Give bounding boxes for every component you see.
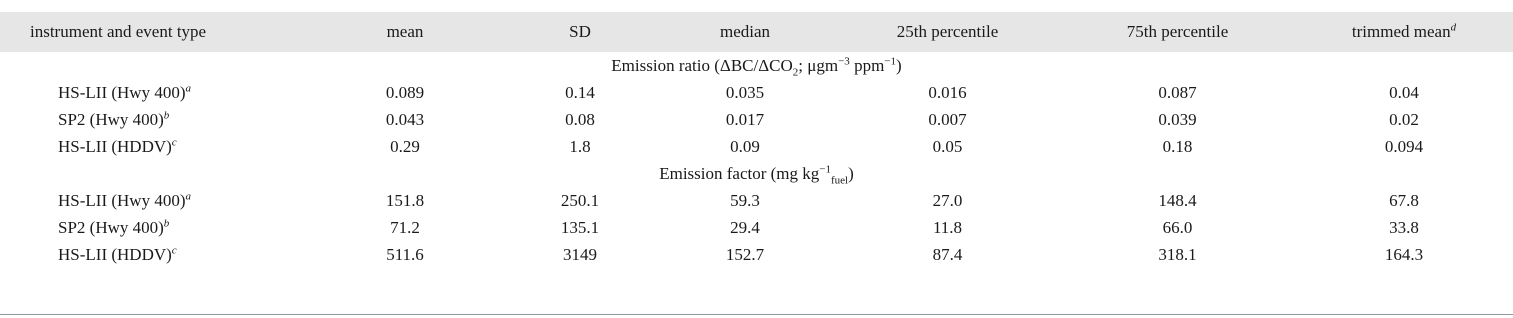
footnote-marker: a (185, 81, 191, 94)
cell-median: 59.3 (730, 190, 760, 210)
cell-trimmed-mean: 164.3 (1384, 244, 1424, 264)
cell-mean: 151.8 (385, 190, 425, 210)
cell-75th-percentile: 0.087 (1158, 82, 1197, 102)
cell-75th-percentile: 0.039 (1158, 109, 1197, 129)
section-title-emission-factor: Emission factor (mg $kg^{-1}_{fuel}$) (659, 162, 854, 186)
cell-mean: 0.29 (390, 136, 420, 156)
cell-median: 0.017 (725, 109, 765, 129)
cell-median: 152.7 (725, 244, 765, 264)
cell-75th-percentile: 0.18 (1162, 136, 1193, 156)
row-label: SP2 (Hwy 400)$^b$ (58, 108, 170, 129)
emission-table (0, 12, 1513, 268)
row-label: HS-LII (Hwy 400)$^a$ (58, 81, 191, 102)
header-median: median (719, 22, 771, 41)
section-title-emission-ratio: Emission ratio ($\Delta BC/\Delta CO_2$; μgm$^{-3}$ ppm$^{-1}$) (611, 54, 902, 78)
cell-median: 0.035 (725, 82, 765, 102)
cell-75th-percentile: 318.1 (1158, 244, 1197, 264)
header-mean: mean (386, 22, 424, 41)
table-row (0, 133, 1513, 160)
table-row (0, 187, 1513, 214)
row-label: HS-LII (HDDV)$^c$ (58, 135, 177, 156)
cell-trimmed-mean: 0.02 (1389, 109, 1419, 129)
header-75th-percentile: 75th percentile (1126, 22, 1229, 41)
table-row (0, 241, 1513, 268)
cell-25th-percentile: 0.016 (928, 82, 967, 102)
table-row (0, 214, 1513, 241)
cell-mean: 71.2 (390, 217, 420, 237)
header-trimmed-mean-label: trimmed mean (1351, 22, 1451, 41)
header-sd: SD (569, 22, 591, 41)
footnote-marker: c (171, 135, 177, 148)
cell-trimmed-mean: 0.04 (1389, 82, 1419, 102)
cell-75th-percentile: 148.4 (1158, 190, 1197, 210)
cell-median: 29.4 (730, 217, 760, 237)
cell-75th-percentile: 66.0 (1162, 217, 1193, 237)
cell-25th-percentile: 27.0 (932, 190, 963, 210)
cell-sd: 0.14 (565, 82, 595, 102)
header-trimmed-mean (1295, 12, 1513, 52)
footnote-marker: c (171, 243, 177, 256)
cell-25th-percentile: 0.05 (932, 136, 963, 156)
table-row (0, 106, 1513, 133)
cell-sd: 250.1 (560, 190, 600, 210)
row-label: HS-LII (Hwy 400)$^a$ (58, 189, 191, 210)
header-instrument-event-type: instrument and event type (30, 22, 207, 41)
cell-trimmed-mean: 67.8 (1389, 190, 1419, 210)
section-title-row (0, 160, 1513, 187)
footnote-marker: d (1450, 21, 1457, 34)
cell-25th-percentile: 11.8 (932, 217, 963, 237)
cell-mean: 0.089 (385, 82, 425, 102)
cell-mean: 511.6 (386, 244, 424, 264)
cell-mean: 0.043 (385, 109, 425, 129)
footnote-marker: b (163, 108, 170, 121)
cell-25th-percentile: 0.007 (928, 109, 967, 129)
header-row (0, 12, 1513, 52)
cell-sd: 3149 (563, 244, 597, 264)
table-row (0, 79, 1513, 106)
cell-sd: 1.8 (569, 136, 591, 156)
section-title-row (0, 52, 1513, 79)
cell-25th-percentile: 87.4 (932, 244, 963, 264)
cell-sd: 0.08 (565, 109, 595, 129)
row-label: HS-LII (HDDV)$^c$ (58, 243, 177, 264)
footnote-marker: a (185, 189, 191, 202)
cell-median: 0.09 (730, 136, 760, 156)
cell-trimmed-mean: 0.094 (1384, 136, 1424, 156)
row-label: SP2 (Hwy 400)$^b$ (58, 216, 170, 237)
cell-sd: 135.1 (560, 217, 600, 237)
footnote-marker: b (163, 216, 170, 229)
table-bottom-rule (0, 314, 1513, 315)
header-25th-percentile: 25th percentile (896, 22, 999, 41)
cell-trimmed-mean: 33.8 (1389, 217, 1419, 237)
